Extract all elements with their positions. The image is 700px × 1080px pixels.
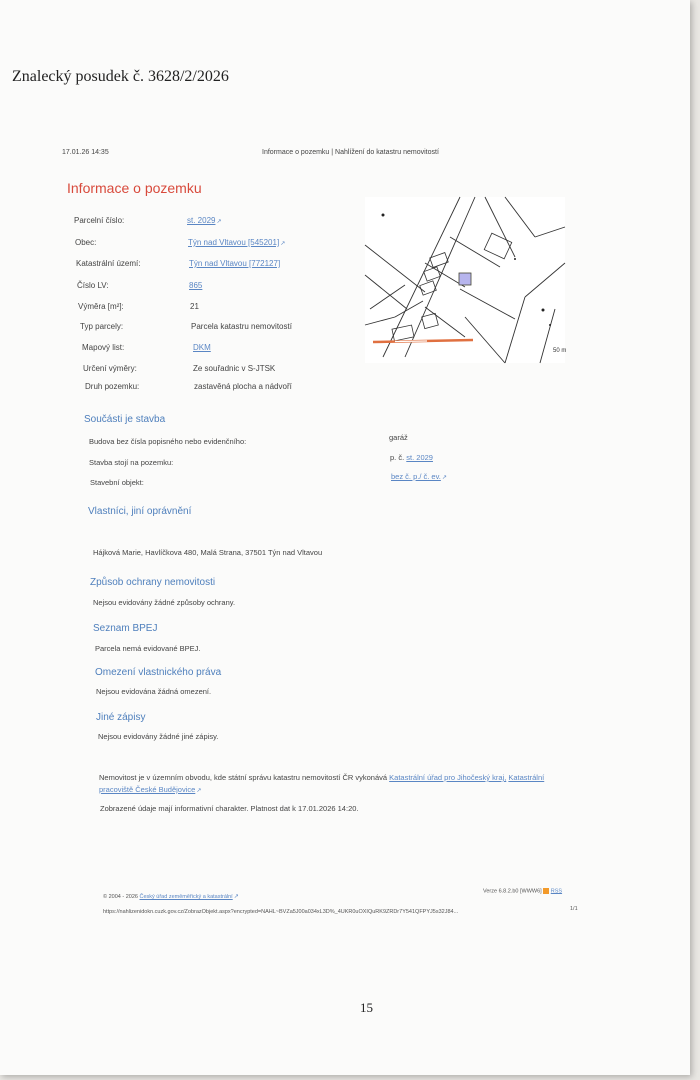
- external-link-icon: ↗: [233, 894, 239, 900]
- rss-link[interactable]: RSS: [550, 888, 563, 895]
- mapovy-list-label: Mapový list:: [82, 343, 125, 352]
- copyright-text: © 2004 - 2026: [103, 894, 138, 900]
- stavba-budova-value: garáž: [389, 433, 408, 442]
- version-text: Verze 6.8.2.b0 [WWW6]: [483, 888, 542, 895]
- notice-paragraph: [99, 772, 569, 797]
- bpej-text: Parcela nemá evidované BPEJ.: [95, 644, 201, 653]
- stavba-objekt-value: [391, 472, 447, 481]
- footer-url: https://nahlizenidokn.cuzk.gov.cz/ZobrazObjekt.aspx?encrypted=NAHL~BVZa5J00a034xL3D%_4UKR0uOXIQuRK9ZRDr7Y541QFPYJ5s32J84...: [103, 909, 459, 915]
- druh-value: zastavěná plocha a nádvoří: [194, 382, 292, 391]
- vymera-label: Výměra [m²]:: [78, 302, 124, 311]
- cadastral-map[interactable]: [365, 197, 565, 363]
- obec-label: Obec:: [75, 238, 97, 247]
- ochrana-section-title: Způsob ochrany nemovitosti: [90, 577, 216, 588]
- urceni-label: Určení výměry:: [83, 364, 137, 373]
- lv-link[interactable]: 865: [189, 281, 203, 290]
- parcel-section-title: Informace o pozemku: [67, 180, 202, 196]
- map-scale-label: 50 m: [553, 348, 567, 354]
- ku-label: Katastrální území:: [76, 259, 141, 268]
- ku-link[interactable]: Týn nad Vltavou [772127]: [189, 259, 281, 268]
- stavba-section-title: Součásti je stavba: [84, 414, 166, 425]
- obec-link[interactable]: Týn nad Vltavou [545201]: [188, 238, 280, 247]
- owner-entry: Hájková Marie, Havlíčkova 480, Malá Strana, 37501 Týn nad Vltavou: [93, 548, 323, 557]
- stavba-objekt-link[interactable]: bez č. p./ č. ev.: [391, 472, 441, 481]
- selected-parcel: [459, 273, 471, 285]
- jine-section-title: Jiné zápisy: [96, 712, 146, 723]
- stavba-pozemek-prefix: p. č.: [390, 453, 405, 462]
- stavba-objekt-label: Stavební objekt:: [90, 478, 144, 487]
- lv-label: Číslo LV:: [77, 281, 109, 290]
- mapovy-list-link[interactable]: DKM: [193, 343, 211, 352]
- owners-section-title: Vlastníci, jiní oprávnění: [88, 506, 192, 517]
- stavba-pozemek-label: Stavba stojí na pozemku:: [89, 458, 174, 467]
- omezeni-section-title: Omezení vlastnického práva: [95, 667, 222, 678]
- parcel-number-link[interactable]: st. 2029: [187, 216, 216, 225]
- footer-page-count: 1/1: [570, 906, 578, 912]
- stavba-budova-label: Budova bez čísla popisného nebo evidenčního:: [89, 437, 247, 446]
- typ-label: Typ parcely:: [80, 322, 124, 331]
- ochrana-text: Nejsou evidovány žádné způsoby ochrany.: [93, 598, 236, 607]
- footer-version: [483, 888, 562, 894]
- urceni-value: Ze souřadnic v S-JTSK: [193, 364, 276, 373]
- page-number: 15: [360, 1000, 373, 1015]
- vymera-value: 21: [190, 302, 199, 311]
- print-page-title: Informace o pozemku | Nahlížení do katastru nemovitostí: [262, 149, 439, 156]
- rss-icon[interactable]: [543, 888, 549, 894]
- stavba-pozemek-link[interactable]: st. 2029: [406, 453, 433, 462]
- external-link-icon: ↗: [280, 241, 286, 247]
- omezeni-text: Nejsou evidována žádná omezení.: [96, 687, 212, 696]
- print-datetime: 17.01.26 14:35: [62, 149, 109, 156]
- notice-office-link[interactable]: Katastrální úřad pro Jihočeský kraj,: [389, 773, 507, 782]
- external-link-icon: ↗: [216, 219, 222, 225]
- parcel-number-label: Parcelní číslo:: [74, 216, 125, 225]
- druh-label: Druh pozemku:: [85, 382, 140, 391]
- external-link-icon: ↗: [196, 788, 202, 794]
- info-text: Zobrazené údaje mají informativní charakter. Platnost dat k 17.01.2026 14:20.: [100, 804, 359, 813]
- typ-value: Parcela katastru nemovitostí: [191, 322, 292, 331]
- copyright-link[interactable]: Český úřad zeměměřický a katastrální: [139, 894, 233, 900]
- document-title: Znalecký posudek č. 3628/2/2026: [12, 68, 229, 85]
- bpej-section-title: Seznam BPEJ: [93, 623, 158, 634]
- external-link-icon: ↗: [441, 475, 447, 481]
- footer-copyright: [103, 893, 239, 900]
- stavba-pozemek-value: [390, 453, 433, 462]
- jine-text: Nejsou evidovány žádné jiné zápisy.: [98, 732, 219, 741]
- notice-text: Nemovitost je v územním obvodu, kde státní správu katastru nemovitostí ČR vykonává: [99, 773, 388, 782]
- notice-workplace-link[interactable]: Katastrální pracoviště České Budějovice: [99, 773, 545, 794]
